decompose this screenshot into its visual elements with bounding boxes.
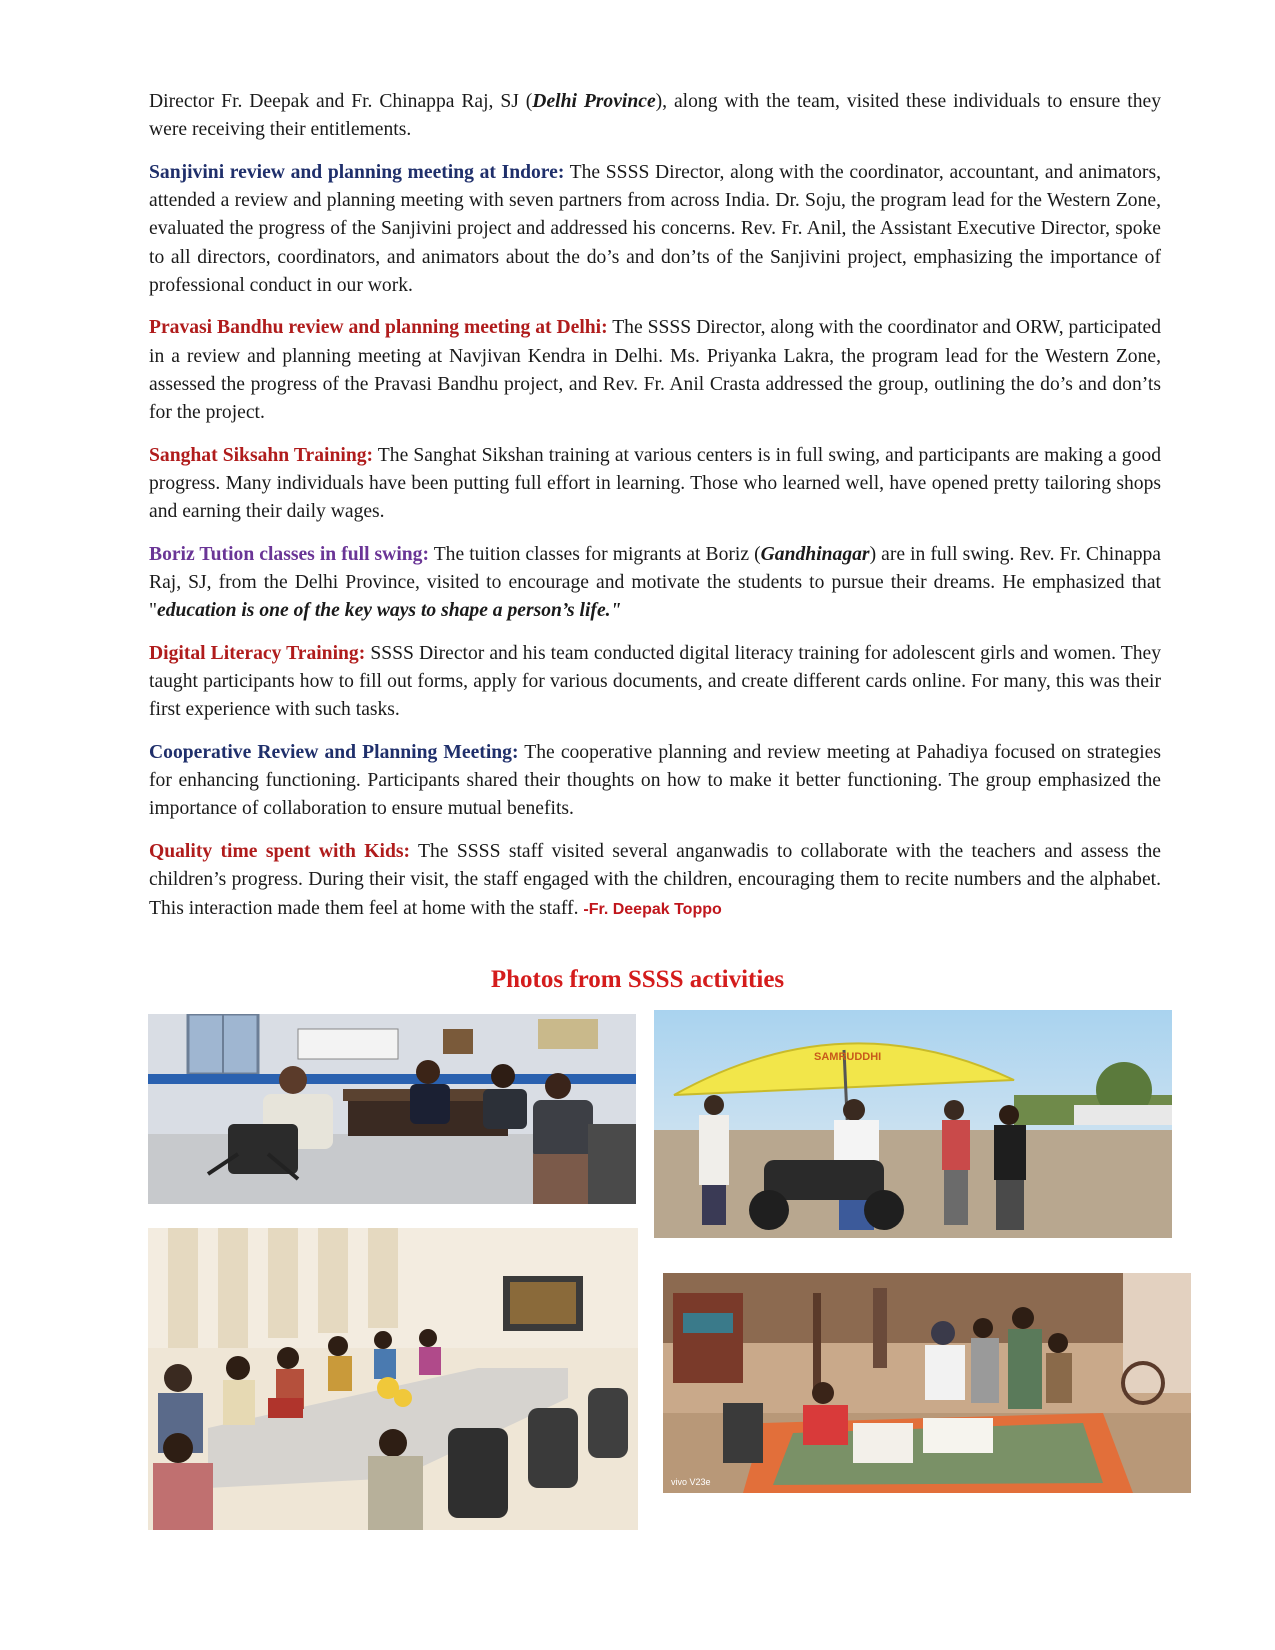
digital-text: SSSS Director and his team conducted digital literacy training for adolescent girls and women. They taught participants how to fill out forms, apply for various documents, and create different cards online. For many, this was their first experience with such tasks. [149,642,1161,721]
intro-emphasis: Delhi Province [532,91,656,112]
conference-room-image [148,1228,638,1530]
sanjivini-heading: Sanjivini review and planning meeting at Indore: [149,161,565,183]
boriz-text: The tuition classes for migrants at Boriz ( [429,543,761,565]
paragraph-intro [149,88,1161,144]
office-meeting-image [148,1014,636,1204]
camera-watermark: vivo V23e [671,1477,711,1487]
digital-heading: Digital Literacy Training: [149,642,366,664]
paragraph-kids [149,838,1161,924]
sanjivini-text: The SSSS Director, along with the coordinator, accountant, and animators, attended a review and planning meeting with seven partners from across India. Dr. Soju, the program lead for the Western Zone, evaluated the progress of the Sanjivini project and addressed his concerns. Rev. Fr. Anil, the Assistant Executive Director, spoke to all directors, coordinators, and animators about the do’s and don’ts of the Sanjivini project, emphasizing the importance of professional conduct in our work. [149,161,1161,296]
pravasi-text: The SSSS Director, along with the coordinator and ORW, participated in a review and planning meeting at Navjivan Kendra in Delhi. Ms. Priyanka Lakra, the program lead for the Western Zone, assessed the progress of the Pravasi Bandhu project, and Rev. Fr. Anil Crasta addressed the group, outlining the do’s and don’ts for the project. [149,317,1162,424]
paragraph-digital [149,640,1161,725]
signature: -Fr. Deepak Toppo [583,900,722,918]
intro-text: Director Fr. Deepak and Fr. Chinappa Raj, SJ ( [149,91,533,112]
sanghat-heading: Sanghat Siksahn Training: [149,444,374,466]
boriz-emphasis: Gandhinagar [760,543,870,565]
paragraph-cooperative [149,739,1161,824]
cooperative-heading: Cooperative Review and Planning Meeting: [149,742,519,764]
umbrella-brand-text: SAMRUDDHI [814,1051,882,1063]
boriz-heading: Boriz Tution classes in full swing: [149,543,429,565]
kids-heading: Quality time spent with Kids: [149,841,411,863]
document-body [149,88,1161,938]
cooperative-text: The cooperative planning and review meeting at Pahadiya focused on strategies for enhancing functioning. Participants shared their thoughts on how to make it better functioning. The group emphasized the importance of collaboration to ensure mutual benefits. [149,742,1161,820]
paragraph-pravasi [149,314,1161,427]
kids-anganwadi-image [663,1273,1191,1493]
photo-outdoor-umbrella [654,1010,1172,1238]
paragraph-sanjivini [149,159,1161,300]
pravasi-heading: Pravasi Bandhu review and planning meeting at Delhi: [149,317,608,339]
paragraph-sanghat [149,442,1161,527]
photos-heading: Photos from SSSS activities [490,966,785,993]
intro-text-after: ), along with the team, visited these individuals to ensure they were receiving their entitlements. [149,91,1162,141]
photo-kids-anganwadi [663,1273,1191,1493]
paragraph-boriz [149,541,1161,626]
photo-conference-room [148,1228,638,1530]
boriz-quote: education is one of the key ways to shape a person’s life." [157,600,622,622]
photo-office-meeting [148,1014,636,1204]
sanghat-text: The Sanghat Sikshan training at various centers is in full swing, and participants are making a good progress. Many individuals have been putting full effort in learning. Those who learned well, have opened pretty tailoring shops and earning their daily wages. [149,444,1161,523]
kids-text: The SSSS staff visited several anganwadis to collaborate with the teachers and assess the children’s progress. During their visit, the staff engaged with the children, encouraging them to recite numbers and the alphabet. This interaction made them feel at home with the staff. [149,841,1161,919]
boriz-text-after: ) are in full swing. Rev. Fr. Chinappa Raj, SJ, from the Delhi Province, visited to encourage and motivate the students to pursue their dreams. He emphasized that " [149,543,1161,622]
outdoor-umbrella-image [654,1010,1172,1238]
